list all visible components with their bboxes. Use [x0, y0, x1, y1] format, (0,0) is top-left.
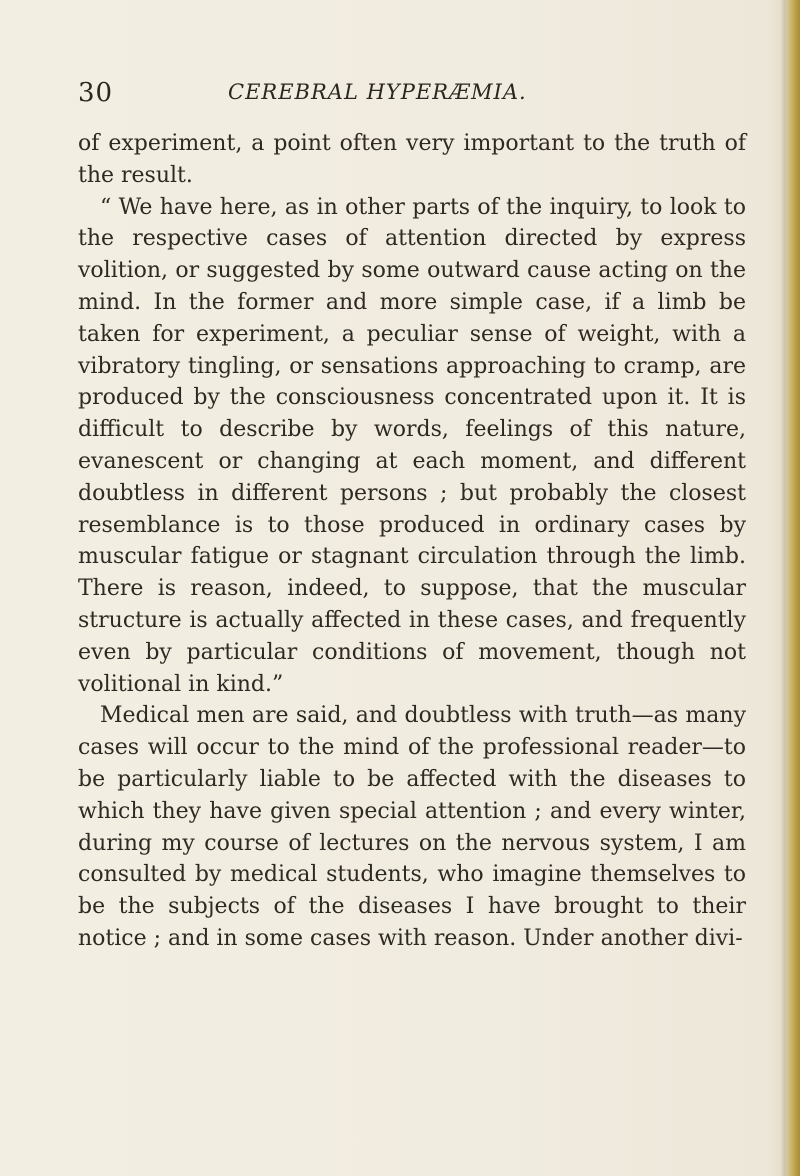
paragraph-quotation: “ We have here, as in other parts of the inquiry, to look to the respective cases of attention directed by express volition, or suggested by some outward cause acting on the mind. In the former and more simple case, if a limb be taken for experiment, a peculiar sense of weight, with a vibratory tingling, or sensations approaching to cramp, are produced by the consciousness concentrated upon it. It is difficult to describe by words, feelings of this nature, evanescent or changing at each moment, and different doubtless in different persons ; but probably the closest resemblance is to those produced in ordinary cases by muscular fatigue or stagnant circulation through the limb. There is reason, indeed, to suppose, that the muscular structure is actually affected in these cases, and frequently even by particular conditions of movement, though not volitional in kind.”	[78, 194, 746, 697]
page-edge	[786, 0, 800, 1176]
page-number: 30	[78, 78, 114, 108]
page-header	[78, 78, 738, 114]
paragraph-continuation: of experiment, a point often very important to the truth of the result.	[78, 131, 746, 188]
body-text	[78, 128, 746, 955]
running-head: CEREBRAL HYPERÆMIA.	[228, 80, 527, 104]
paragraph-medical-men: Medical men are said, and doubtless with truth—as many cases will occur to the mind of the professional reader—to be particularly liable to be affected with the diseases to which they have given special attention ; and every winter, during my course of lectures on the nervous system, I am consulted by medical students, who imagine themselves to be the subjects of the diseases I have brought to their notice ; and in some cases with reason. Under another divi-	[78, 703, 746, 951]
